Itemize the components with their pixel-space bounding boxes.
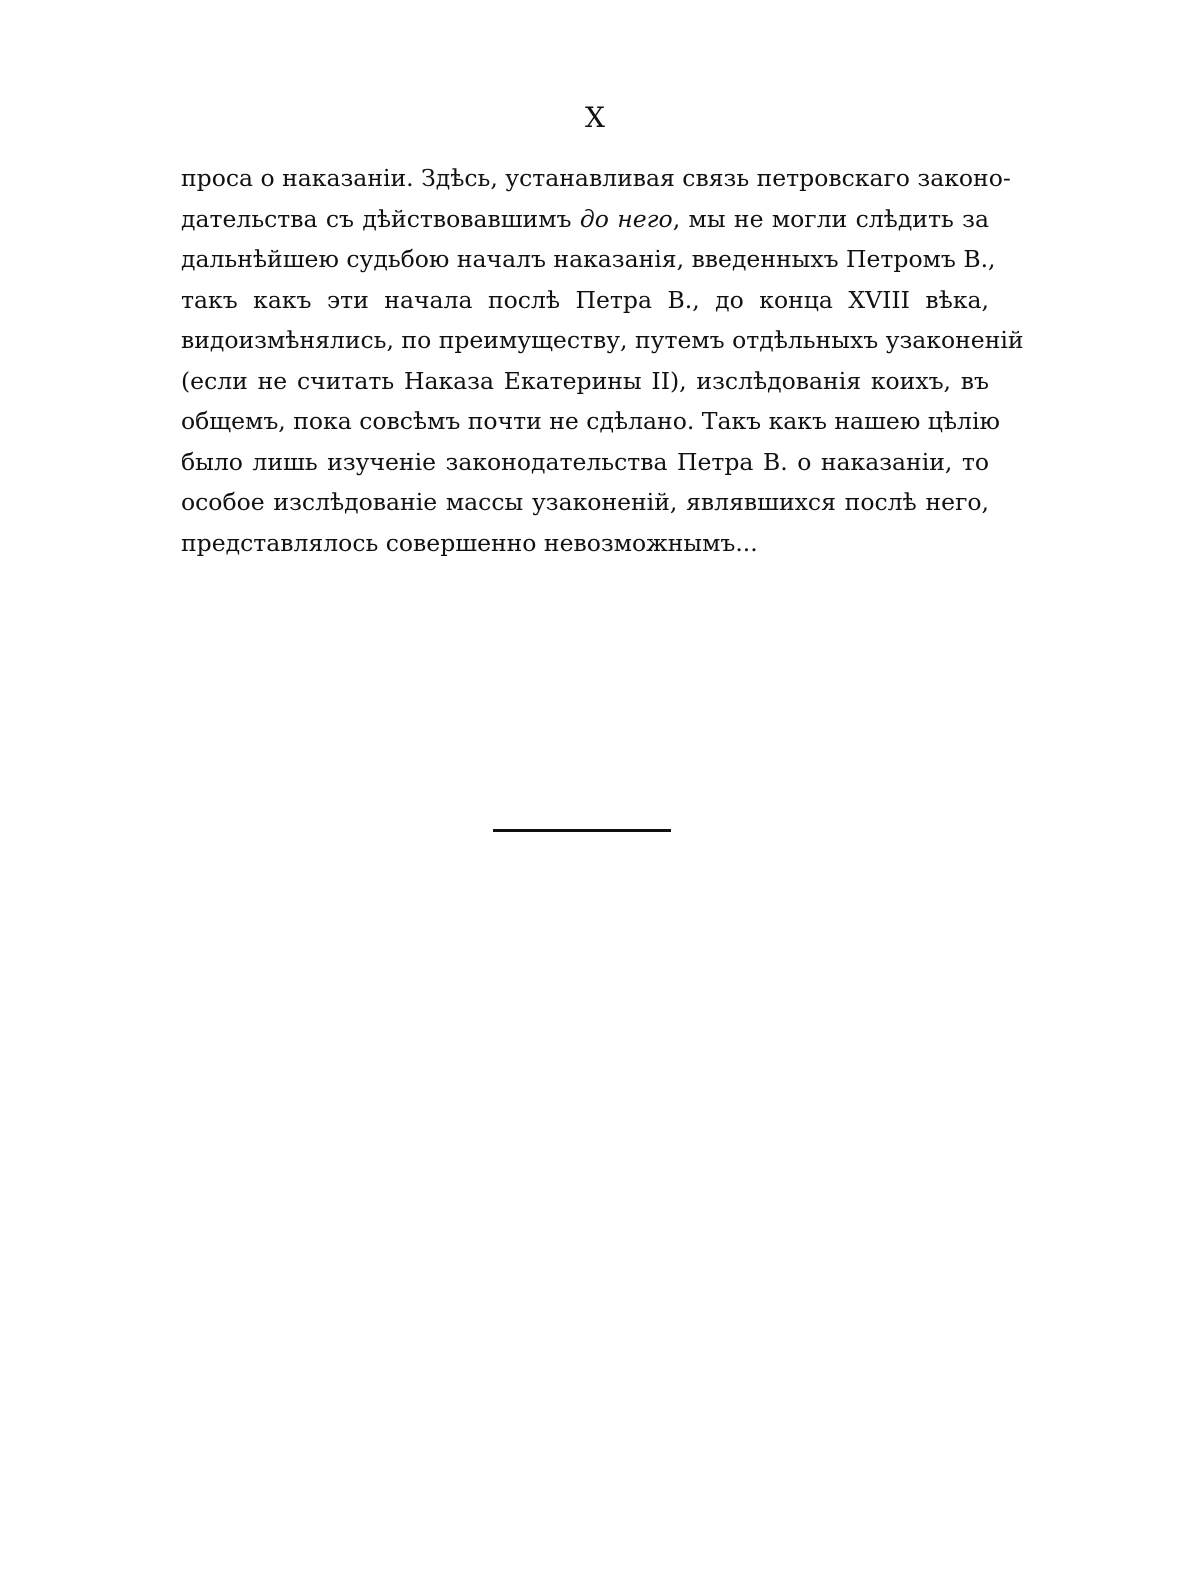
text-line: было лишь изученіе законодательства Петра В. о наказаніи, то xyxy=(181,447,989,476)
page-number: X xyxy=(585,101,606,134)
text-line: такъ какъ эти начала послѣ Петра В., до конца XVIII вѣка, xyxy=(181,285,989,314)
text-line: (если не считать Наказа Екатерины II), изслѣдованія коихъ, въ xyxy=(181,366,989,395)
text-segment: дательства съ дѣйствовавшимъ xyxy=(181,204,580,233)
text-line: проса о наказанiи. Здѣсь, устанавливая связь петровскаго законо- xyxy=(181,164,1011,192)
body-paragraph xyxy=(181,158,1024,563)
text-line: представлялось совершенно невозможнымъ... xyxy=(181,528,758,557)
text-line xyxy=(181,199,989,240)
italic-phrase: до него xyxy=(579,204,673,233)
section-divider xyxy=(493,829,671,832)
text-segment: , мы не могли слѣдить за xyxy=(672,204,989,233)
text-line: особое изслѣдованіе массы узаконеній, являвшихся послѣ него, xyxy=(181,488,989,516)
text-line: дальнѣйшею судьбою началъ наказанія, введенныхъ Петромъ В., xyxy=(181,245,996,273)
text-line: общемъ, пока совсѣмъ почти не сдѣлано. Такъ какъ нашею цѣлію xyxy=(181,407,1000,435)
text-line: видоизмѣнялись, по преимуществу, путемъ отдѣльныхъ узаконеній xyxy=(181,326,1024,354)
